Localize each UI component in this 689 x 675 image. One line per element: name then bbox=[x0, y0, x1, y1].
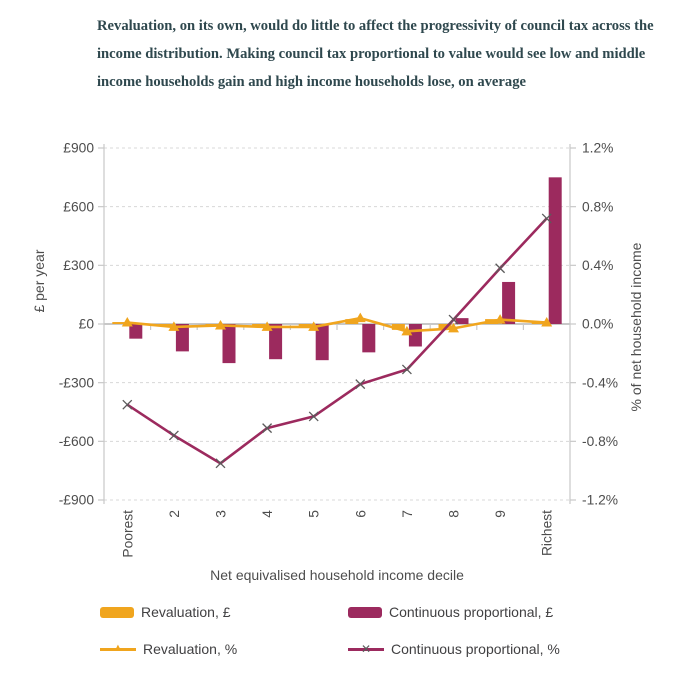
legend-label: Continuous proportional, £ bbox=[389, 604, 554, 620]
headline-line-3: income households gain and high income households lose, on average bbox=[97, 74, 526, 90]
legend-row-2 bbox=[100, 638, 660, 660]
legend-label: Continuous proportional, % bbox=[391, 641, 560, 657]
left-axis-tick-label: -£900 bbox=[58, 492, 94, 508]
headline-line-2: income distribution. Making council tax proportional to value would see low and middle bbox=[97, 46, 646, 62]
left-axis-title: £ per year bbox=[31, 249, 47, 313]
right-axis-tick-label: 0.4% bbox=[582, 258, 614, 274]
triangle-marker-icon: ▲ bbox=[112, 642, 124, 654]
left-axis-tick-label: £0 bbox=[78, 316, 94, 332]
bar bbox=[112, 322, 125, 324]
bar bbox=[223, 324, 236, 363]
x-tick-label: 9 bbox=[493, 509, 509, 518]
legend-item-revaluation-pct bbox=[100, 641, 348, 657]
right-axis-tick-label: -0.4% bbox=[582, 375, 619, 391]
right-axis-tick-label: 0.0% bbox=[582, 316, 614, 332]
legend-item-continuous-pct bbox=[348, 641, 560, 657]
x-marker-icon: ✕ bbox=[360, 642, 372, 656]
bar bbox=[502, 282, 515, 324]
legend-label: Revaluation, % bbox=[143, 641, 238, 657]
legend-item-continuous-pounds bbox=[348, 604, 553, 620]
right-axis-tick-label: -1.2% bbox=[582, 492, 619, 508]
x-tick-label: 5 bbox=[306, 510, 322, 518]
chart-legend bbox=[100, 601, 660, 675]
left-axis-tick-label: -£300 bbox=[58, 375, 94, 391]
right-axis-title: % of net household income bbox=[628, 242, 644, 412]
orange-line-swatch-icon bbox=[100, 641, 136, 657]
x-axis-title: Net equivalised household income decile bbox=[210, 567, 464, 583]
bar bbox=[362, 324, 375, 352]
x-tick-label: 2 bbox=[166, 510, 182, 518]
legend-label: Revaluation, £ bbox=[141, 604, 231, 620]
x-tick-label: 4 bbox=[260, 510, 276, 518]
x-tick-label: Richest bbox=[539, 510, 555, 557]
x-tick-label: 3 bbox=[213, 510, 229, 518]
left-axis-tick-label: £600 bbox=[63, 199, 94, 215]
x-tick-label: 7 bbox=[399, 510, 415, 518]
legend-row-1 bbox=[100, 601, 660, 623]
left-axis-tick-label: £300 bbox=[63, 258, 94, 274]
legend-item-revaluation-pounds bbox=[100, 604, 348, 620]
triangle-marker bbox=[355, 313, 366, 323]
x-tick-label: 6 bbox=[353, 510, 369, 518]
bar bbox=[549, 177, 562, 324]
x-tick-label: 8 bbox=[446, 510, 462, 518]
magenta-line-swatch-icon bbox=[348, 641, 384, 657]
x-category-labels bbox=[120, 510, 554, 558]
magenta-bar-swatch-icon bbox=[348, 607, 382, 618]
right-axis-tick-label: 1.2% bbox=[582, 140, 614, 156]
orange-bar-swatch-icon bbox=[100, 607, 134, 618]
x-tick-label: Poorest bbox=[120, 510, 136, 558]
left-axis-tick-label: -£600 bbox=[58, 434, 94, 450]
left-axis-tick-label: £900 bbox=[63, 140, 94, 156]
right-axis-tick-label: -0.8% bbox=[582, 434, 619, 450]
right-axis-tick-label: 0.8% bbox=[582, 199, 614, 215]
headline-line-1: Revaluation, on its own, would do little to affect the progressivity of council tax across the bbox=[97, 18, 654, 34]
